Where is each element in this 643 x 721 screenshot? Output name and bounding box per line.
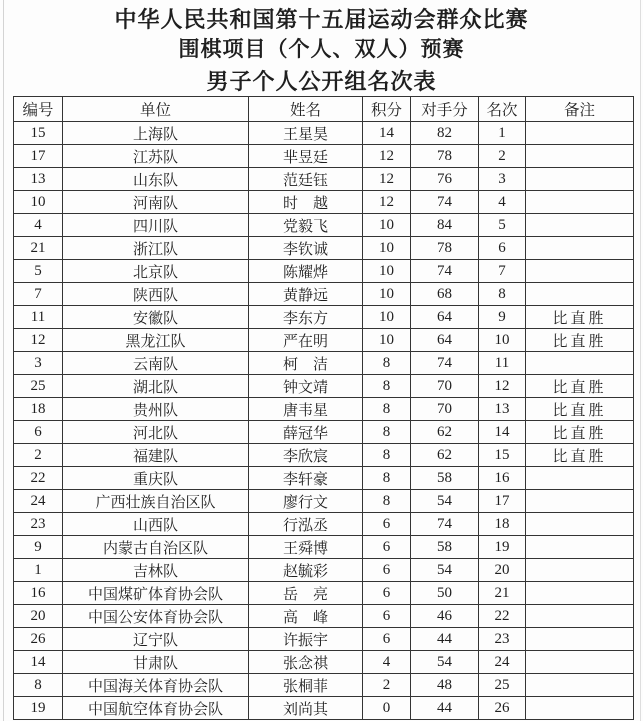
cell-number: 19 bbox=[14, 697, 63, 720]
cell-remark bbox=[526, 352, 634, 375]
cell-name: 王舜博 bbox=[249, 536, 363, 559]
cell-unit: 江苏队 bbox=[63, 145, 249, 168]
cell-number: 1 bbox=[14, 559, 63, 582]
scan-edge-artifact-left bbox=[3, 0, 4, 721]
cell-name: 芈昱廷 bbox=[249, 145, 363, 168]
cell-opponent-score: 74 bbox=[411, 513, 479, 536]
cell-opponent-score: 84 bbox=[411, 214, 479, 237]
cell-remark bbox=[526, 697, 634, 720]
results-tbody bbox=[14, 122, 634, 720]
cell-opponent-score: 74 bbox=[411, 352, 479, 375]
cell-score: 6 bbox=[363, 605, 411, 628]
header-number: 编号 bbox=[14, 97, 63, 122]
cell-rank: 6 bbox=[479, 237, 526, 260]
cell-name: 陈耀烨 bbox=[249, 260, 363, 283]
scan-edge-artifact-right bbox=[640, 0, 641, 721]
cell-opponent-score: 76 bbox=[411, 168, 479, 191]
cell-opponent-score: 70 bbox=[411, 375, 479, 398]
cell-rank: 18 bbox=[479, 513, 526, 536]
cell-number: 6 bbox=[14, 421, 63, 444]
cell-score: 10 bbox=[363, 329, 411, 352]
table-row bbox=[14, 490, 634, 513]
table-row bbox=[14, 651, 634, 674]
cell-score: 10 bbox=[363, 237, 411, 260]
cell-rank: 5 bbox=[479, 214, 526, 237]
cell-number: 17 bbox=[14, 145, 63, 168]
cell-rank: 19 bbox=[479, 536, 526, 559]
cell-opponent-score: 62 bbox=[411, 444, 479, 467]
cell-score: 14 bbox=[363, 122, 411, 145]
cell-remark bbox=[526, 559, 634, 582]
table-row bbox=[14, 582, 634, 605]
table-row bbox=[14, 674, 634, 697]
cell-name: 廖行文 bbox=[249, 490, 363, 513]
cell-name: 刘尚其 bbox=[249, 697, 363, 720]
cell-rank: 1 bbox=[479, 122, 526, 145]
cell-number: 12 bbox=[14, 329, 63, 352]
cell-opponent-score: 74 bbox=[411, 260, 479, 283]
table-row bbox=[14, 260, 634, 283]
cell-unit: 吉林队 bbox=[63, 559, 249, 582]
table-row bbox=[14, 444, 634, 467]
cell-rank: 15 bbox=[479, 444, 526, 467]
cell-unit: 河南队 bbox=[63, 191, 249, 214]
cell-name: 党毅飞 bbox=[249, 214, 363, 237]
cell-number: 11 bbox=[14, 306, 63, 329]
cell-score: 2 bbox=[363, 674, 411, 697]
cell-rank: 26 bbox=[479, 697, 526, 720]
cell-unit: 重庆队 bbox=[63, 467, 249, 490]
cell-number: 13 bbox=[14, 168, 63, 191]
cell-score: 8 bbox=[363, 398, 411, 421]
cell-rank: 7 bbox=[479, 260, 526, 283]
cell-score: 6 bbox=[363, 559, 411, 582]
table-row bbox=[14, 467, 634, 490]
cell-rank: 9 bbox=[479, 306, 526, 329]
table-row bbox=[14, 628, 634, 651]
cell-name: 严在明 bbox=[249, 329, 363, 352]
cell-unit: 福建队 bbox=[63, 444, 249, 467]
cell-opponent-score: 58 bbox=[411, 536, 479, 559]
cell-name: 李东方 bbox=[249, 306, 363, 329]
cell-score: 8 bbox=[363, 375, 411, 398]
cell-number: 15 bbox=[14, 122, 63, 145]
cell-remark bbox=[526, 536, 634, 559]
cell-remark bbox=[526, 168, 634, 191]
results-table bbox=[13, 96, 634, 720]
header-remark: 备注 bbox=[526, 97, 634, 122]
header-unit: 单位 bbox=[63, 97, 249, 122]
cell-score: 10 bbox=[363, 214, 411, 237]
cell-score: 12 bbox=[363, 168, 411, 191]
table-row bbox=[14, 536, 634, 559]
cell-score: 8 bbox=[363, 490, 411, 513]
table-row bbox=[14, 513, 634, 536]
cell-opponent-score: 54 bbox=[411, 651, 479, 674]
cell-remark bbox=[526, 237, 634, 260]
cell-rank: 22 bbox=[479, 605, 526, 628]
cell-opponent-score: 74 bbox=[411, 191, 479, 214]
table-row bbox=[14, 191, 634, 214]
cell-remark: 比直胜 bbox=[526, 398, 634, 421]
cell-opponent-score: 50 bbox=[411, 582, 479, 605]
cell-unit: 北京队 bbox=[63, 260, 249, 283]
cell-rank: 8 bbox=[479, 283, 526, 306]
cell-remark bbox=[526, 191, 634, 214]
cell-opponent-score: 46 bbox=[411, 605, 479, 628]
cell-number: 5 bbox=[14, 260, 63, 283]
cell-score: 4 bbox=[363, 651, 411, 674]
cell-name: 薛冠华 bbox=[249, 421, 363, 444]
cell-opponent-score: 78 bbox=[411, 145, 479, 168]
cell-number: 26 bbox=[14, 628, 63, 651]
cell-rank: 16 bbox=[479, 467, 526, 490]
table-row bbox=[14, 168, 634, 191]
table-row bbox=[14, 329, 634, 352]
cell-unit: 陕西队 bbox=[63, 283, 249, 306]
table-row bbox=[14, 306, 634, 329]
cell-number: 23 bbox=[14, 513, 63, 536]
cell-rank: 12 bbox=[479, 375, 526, 398]
cell-opponent-score: 62 bbox=[411, 421, 479, 444]
cell-score: 6 bbox=[363, 536, 411, 559]
cell-unit: 安徽队 bbox=[63, 306, 249, 329]
cell-unit: 贵州队 bbox=[63, 398, 249, 421]
cell-score: 10 bbox=[363, 283, 411, 306]
cell-number: 24 bbox=[14, 490, 63, 513]
cell-remark: 比直胜 bbox=[526, 375, 634, 398]
header-rank: 名次 bbox=[479, 97, 526, 122]
cell-rank: 24 bbox=[479, 651, 526, 674]
cell-number: 25 bbox=[14, 375, 63, 398]
cell-score: 6 bbox=[363, 628, 411, 651]
cell-name: 钟文靖 bbox=[249, 375, 363, 398]
cell-rank: 3 bbox=[479, 168, 526, 191]
cell-name: 李欣宸 bbox=[249, 444, 363, 467]
cell-remark bbox=[526, 145, 634, 168]
cell-rank: 20 bbox=[479, 559, 526, 582]
cell-remark: 比直胜 bbox=[526, 306, 634, 329]
cell-remark bbox=[526, 122, 634, 145]
table-row bbox=[14, 214, 634, 237]
cell-remark: 比直胜 bbox=[526, 444, 634, 467]
table-row bbox=[14, 421, 634, 444]
cell-opponent-score: 44 bbox=[411, 628, 479, 651]
cell-remark bbox=[526, 651, 634, 674]
cell-rank: 10 bbox=[479, 329, 526, 352]
cell-remark bbox=[526, 283, 634, 306]
table-row bbox=[14, 283, 634, 306]
cell-rank: 23 bbox=[479, 628, 526, 651]
cell-remark bbox=[526, 582, 634, 605]
cell-remark: 比直胜 bbox=[526, 421, 634, 444]
table-row bbox=[14, 375, 634, 398]
cell-remark bbox=[526, 490, 634, 513]
cell-opponent-score: 48 bbox=[411, 674, 479, 697]
cell-unit: 湖北队 bbox=[63, 375, 249, 398]
cell-number: 20 bbox=[14, 605, 63, 628]
cell-remark bbox=[526, 605, 634, 628]
cell-name: 唐韦星 bbox=[249, 398, 363, 421]
cell-score: 8 bbox=[363, 352, 411, 375]
cell-remark: 比直胜 bbox=[526, 329, 634, 352]
cell-opponent-score: 64 bbox=[411, 306, 479, 329]
cell-rank: 11 bbox=[479, 352, 526, 375]
cell-opponent-score: 68 bbox=[411, 283, 479, 306]
cell-score: 0 bbox=[363, 697, 411, 720]
cell-remark bbox=[526, 674, 634, 697]
cell-name: 许振宇 bbox=[249, 628, 363, 651]
cell-unit: 上海队 bbox=[63, 122, 249, 145]
cell-opponent-score: 82 bbox=[411, 122, 479, 145]
cell-number: 2 bbox=[14, 444, 63, 467]
cell-number: 9 bbox=[14, 536, 63, 559]
cell-number: 10 bbox=[14, 191, 63, 214]
cell-unit: 中国公安体育协会队 bbox=[63, 605, 249, 628]
cell-unit: 中国海关体育协会队 bbox=[63, 674, 249, 697]
title-line-2: 围棋项目（个人、双人）预赛 bbox=[178, 37, 465, 61]
cell-unit: 黑龙江队 bbox=[63, 329, 249, 352]
cell-name: 高 峰 bbox=[249, 605, 363, 628]
cell-number: 8 bbox=[14, 674, 63, 697]
table-row bbox=[14, 559, 634, 582]
cell-unit: 云南队 bbox=[63, 352, 249, 375]
cell-remark bbox=[526, 467, 634, 490]
cell-rank: 17 bbox=[479, 490, 526, 513]
cell-name: 李钦诚 bbox=[249, 237, 363, 260]
cell-number: 16 bbox=[14, 582, 63, 605]
cell-score: 8 bbox=[363, 444, 411, 467]
cell-opponent-score: 64 bbox=[411, 329, 479, 352]
cell-number: 14 bbox=[14, 651, 63, 674]
cell-opponent-score: 54 bbox=[411, 559, 479, 582]
cell-name: 行泓丞 bbox=[249, 513, 363, 536]
cell-name: 王星昊 bbox=[249, 122, 363, 145]
header-score: 积分 bbox=[363, 97, 411, 122]
cell-score: 8 bbox=[363, 467, 411, 490]
cell-name: 张念祺 bbox=[249, 651, 363, 674]
cell-score: 10 bbox=[363, 260, 411, 283]
cell-unit: 河北队 bbox=[63, 421, 249, 444]
table-row bbox=[14, 237, 634, 260]
cell-number: 3 bbox=[14, 352, 63, 375]
cell-score: 6 bbox=[363, 582, 411, 605]
table-row bbox=[14, 145, 634, 168]
cell-score: 12 bbox=[363, 145, 411, 168]
cell-name: 李轩豪 bbox=[249, 467, 363, 490]
document-title-block bbox=[0, 0, 643, 96]
cell-unit: 甘肃队 bbox=[63, 651, 249, 674]
cell-rank: 21 bbox=[479, 582, 526, 605]
table-row bbox=[14, 122, 634, 145]
cell-unit: 四川队 bbox=[63, 214, 249, 237]
cell-name: 岳 亮 bbox=[249, 582, 363, 605]
cell-name: 黄静远 bbox=[249, 283, 363, 306]
cell-remark bbox=[526, 214, 634, 237]
cell-opponent-score: 44 bbox=[411, 697, 479, 720]
header-row bbox=[14, 97, 634, 122]
table-row bbox=[14, 398, 634, 421]
cell-rank: 13 bbox=[479, 398, 526, 421]
table-row bbox=[14, 352, 634, 375]
header-name: 姓名 bbox=[249, 97, 363, 122]
cell-rank: 14 bbox=[479, 421, 526, 444]
cell-score: 12 bbox=[363, 191, 411, 214]
cell-remark bbox=[526, 513, 634, 536]
cell-number: 18 bbox=[14, 398, 63, 421]
cell-opponent-score: 70 bbox=[411, 398, 479, 421]
cell-score: 8 bbox=[363, 421, 411, 444]
cell-score: 10 bbox=[363, 306, 411, 329]
cell-name: 柯 洁 bbox=[249, 352, 363, 375]
cell-rank: 2 bbox=[479, 145, 526, 168]
cell-unit: 辽宁队 bbox=[63, 628, 249, 651]
cell-name: 赵毓彩 bbox=[249, 559, 363, 582]
cell-number: 7 bbox=[14, 283, 63, 306]
cell-rank: 4 bbox=[479, 191, 526, 214]
cell-unit: 山西队 bbox=[63, 513, 249, 536]
table-row bbox=[14, 697, 634, 720]
cell-number: 4 bbox=[14, 214, 63, 237]
table-row bbox=[14, 605, 634, 628]
cell-remark bbox=[526, 260, 634, 283]
cell-unit: 广西壮族自治区队 bbox=[63, 490, 249, 513]
cell-name: 张桐菲 bbox=[249, 674, 363, 697]
cell-unit: 山东队 bbox=[63, 168, 249, 191]
cell-unit: 浙江队 bbox=[63, 237, 249, 260]
cell-rank: 25 bbox=[479, 674, 526, 697]
cell-unit: 中国航空体育协会队 bbox=[63, 697, 249, 720]
cell-unit: 内蒙古自治区队 bbox=[63, 536, 249, 559]
cell-opponent-score: 58 bbox=[411, 467, 479, 490]
cell-opponent-score: 54 bbox=[411, 490, 479, 513]
cell-name: 范廷钰 bbox=[249, 168, 363, 191]
cell-number: 21 bbox=[14, 237, 63, 260]
title-line-1: 中华人民共和国第十五届运动会群众比赛 bbox=[114, 7, 529, 32]
cell-number: 22 bbox=[14, 467, 63, 490]
cell-name: 时 越 bbox=[249, 191, 363, 214]
header-opponent-score: 对手分 bbox=[411, 97, 479, 122]
cell-opponent-score: 78 bbox=[411, 237, 479, 260]
cell-remark bbox=[526, 628, 634, 651]
title-line-3: 男子个人公开组名次表 bbox=[206, 69, 437, 94]
cell-unit: 中国煤矿体育协会队 bbox=[63, 582, 249, 605]
cell-score: 6 bbox=[363, 513, 411, 536]
